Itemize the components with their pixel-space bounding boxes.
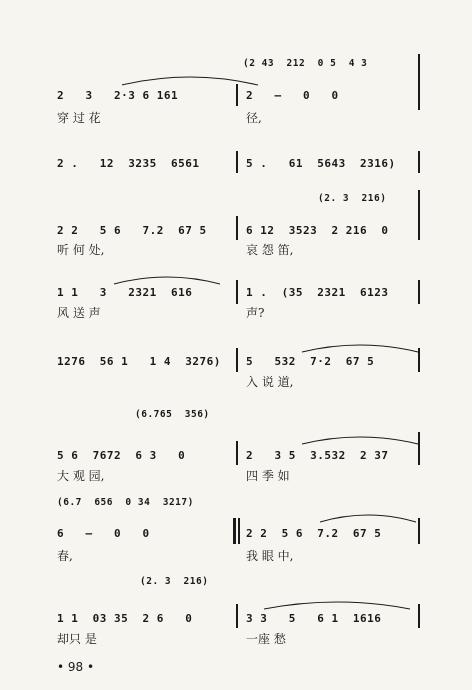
row4-left-lyric: 风 送 声 (57, 306, 101, 320)
row1-mid-barline (236, 84, 238, 106)
row6-right-lyric: 四 季 如 (246, 469, 290, 483)
row2-mid-barline (236, 151, 238, 173)
row3-paren-phrase: (2. 3 216) (318, 193, 387, 204)
row1-left-notes: 2 3 2·3 6 161 (57, 89, 179, 102)
row3-end-barline (418, 190, 420, 240)
row1-left-lyric: 穿 过 花 (57, 111, 101, 125)
row3-right-notes: 6 12 3523 2 216 0 (246, 224, 389, 237)
row5-right-lyric: 入 说 道, (246, 375, 294, 389)
row7-mid-barline (238, 518, 240, 544)
row4-right-notes: 1 . (35 2321 6123 (246, 286, 389, 299)
page-number: • 98 • (57, 660, 95, 674)
row3-left-lyric: 听 何 处, (57, 243, 105, 257)
row2-right-notes: 5 . 61 5643 2316) (246, 157, 396, 170)
row1-right-notes: 2 — 0 0 (246, 89, 339, 102)
row4-right-lyric: 声? (246, 306, 265, 320)
row6-mid-barline (236, 441, 238, 465)
row7-right-lyric: 我 眼 中, (246, 549, 294, 563)
row7-left-lyric: 春, (57, 549, 73, 563)
row1-right-lyric: 径, (246, 111, 262, 125)
row5-slur (300, 340, 420, 354)
row6-right-notes: 2 3 5 3.532 2 37 (246, 449, 389, 462)
row1-slur (120, 71, 260, 87)
row4-mid-barline (236, 280, 238, 304)
row4-end-barline (418, 280, 420, 304)
row8-end-barline (418, 604, 420, 628)
row5-mid-barline (236, 348, 238, 372)
row5-right-notes: 5 532 7·2 67 5 (246, 355, 375, 368)
row8-left-notes: 1 1 03 35 2 6 0 (57, 612, 193, 625)
row7-left-notes: 6 — 0 0 (57, 527, 150, 540)
row3-mid-barline (236, 216, 238, 240)
row4-slur (112, 272, 222, 286)
row7-right-notes: 2 2 5 6 7.2 67 5 (246, 527, 382, 540)
row8-paren-phrase: (2. 3 216) (140, 576, 209, 587)
row6-slur (300, 432, 420, 446)
row3-left-notes: 2 2 5 6 7.2 67 5 (57, 224, 207, 237)
row8-slur (262, 597, 412, 611)
row1-end-barline (418, 54, 420, 110)
row6-left-lyric: 大 观 园, (57, 469, 105, 483)
row2-end-barline (418, 151, 420, 173)
row8-mid-barline (236, 604, 238, 628)
row8-left-lyric: 却只 是 (57, 632, 97, 646)
row7-slur (318, 510, 418, 524)
row7-paren-phrase: (6.7 656 0 34 3217) (57, 497, 194, 508)
row8-right-notes: 3 3 5 6 1 1616 (246, 612, 382, 625)
row7-end-barline (418, 518, 420, 544)
row7-mid-double-barline (233, 518, 236, 544)
row1-paren-phrase: (2 43 212 0 5 4 3 (243, 58, 368, 69)
row5-left-notes: 1276 56 1 1 4 3276) (57, 355, 221, 368)
row2-left-notes: 2 . 12 3235 6561 (57, 157, 200, 170)
row4-left-notes: 1 1 3 2321 616 (57, 286, 193, 299)
row6-left-notes: 5 6 7672 6 3 0 (57, 449, 186, 462)
row6-paren-phrase: (6.765 356) (135, 409, 210, 420)
row8-right-lyric: 一座 愁 (246, 632, 286, 646)
row3-right-lyric: 哀 怨 笛, (246, 243, 294, 257)
